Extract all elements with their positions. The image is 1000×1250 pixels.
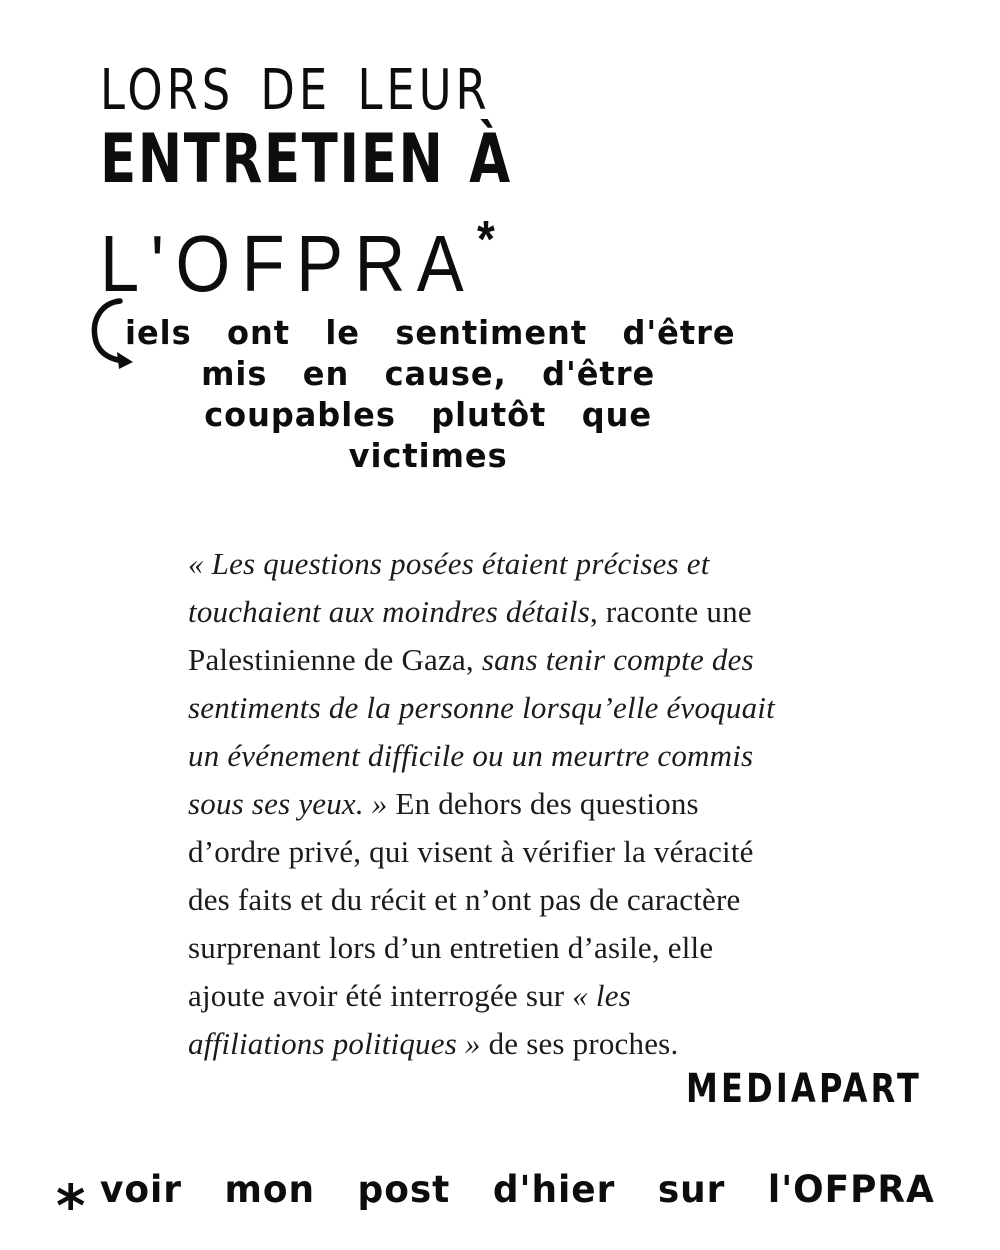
quote-segment-italic: « Les questions posées étaient précises et — [188, 546, 710, 581]
annotation-line: mis en cause, d'être — [201, 354, 656, 393]
title-footnote-asterisk: * — [476, 211, 495, 269]
footnote-text: voir mon post d'hier sur l'OFPRA — [99, 1168, 935, 1211]
quote-segment-roman: surprenant lors d’un entretien d’asile, elle — [188, 930, 714, 965]
quote-line — [188, 876, 828, 924]
title-line-2: ENTRETIEN À — [100, 120, 512, 199]
quote-segment-roman: d’ordre privé, qui visent à vérifier la véracité — [188, 834, 754, 869]
quote-line — [188, 636, 828, 684]
title-block — [100, 58, 628, 306]
quote-segment-roman: Palestinienne de Gaza, — [188, 642, 482, 677]
quote-line — [188, 924, 828, 972]
quote-segment-italic: « les — [572, 978, 631, 1013]
quote-line — [188, 540, 828, 588]
quote-paragraph — [188, 540, 828, 1068]
quote-line — [188, 1020, 828, 1068]
title-line-3 — [100, 198, 565, 306]
quote-segment-italic: sous ses yeux. » — [188, 786, 388, 821]
quote-line — [188, 972, 828, 1020]
footnote — [56, 1168, 935, 1240]
quote-segment-roman: ajoute avoir été interrogée sur — [188, 978, 573, 1013]
quote-segment-roman: , raconte une — [589, 594, 752, 629]
quote-segment-roman: En dehors des questions — [387, 786, 699, 821]
quote-segment-italic: affiliations politiques » — [188, 1026, 481, 1061]
annotation-line: iels ont le sentiment d'être — [125, 313, 736, 352]
quote-segment-italic: sentiments de la personne lorsqu’elle évoquait — [188, 690, 775, 725]
footnote-asterisk: * — [56, 1172, 87, 1240]
quote-segment-roman: des faits et du récit et n’ont pas de caractère — [188, 882, 741, 917]
attribution-source: MEDIAPART — [686, 1066, 923, 1112]
annotation-line: coupables plutôt que — [204, 395, 653, 434]
quote-line — [188, 732, 828, 780]
title-line-1: LORS DE LEUR — [100, 58, 491, 123]
title-ofpra-text: L'OFPRA — [100, 219, 476, 308]
quote-line — [188, 588, 828, 636]
quote-line — [188, 828, 828, 876]
quote-line — [188, 780, 828, 828]
quote-segment-italic: sans tenir compte des — [481, 642, 754, 677]
annotation-text — [125, 312, 736, 476]
quote-line — [188, 684, 828, 732]
annotation-line: victimes — [348, 436, 508, 475]
quote-segment-italic: un événement difficile ou un meurtre commis — [188, 738, 754, 773]
quote-segment-roman: de ses proches. — [480, 1026, 679, 1061]
quote-segment-italic: touchaient aux moindres détails — [188, 594, 590, 629]
